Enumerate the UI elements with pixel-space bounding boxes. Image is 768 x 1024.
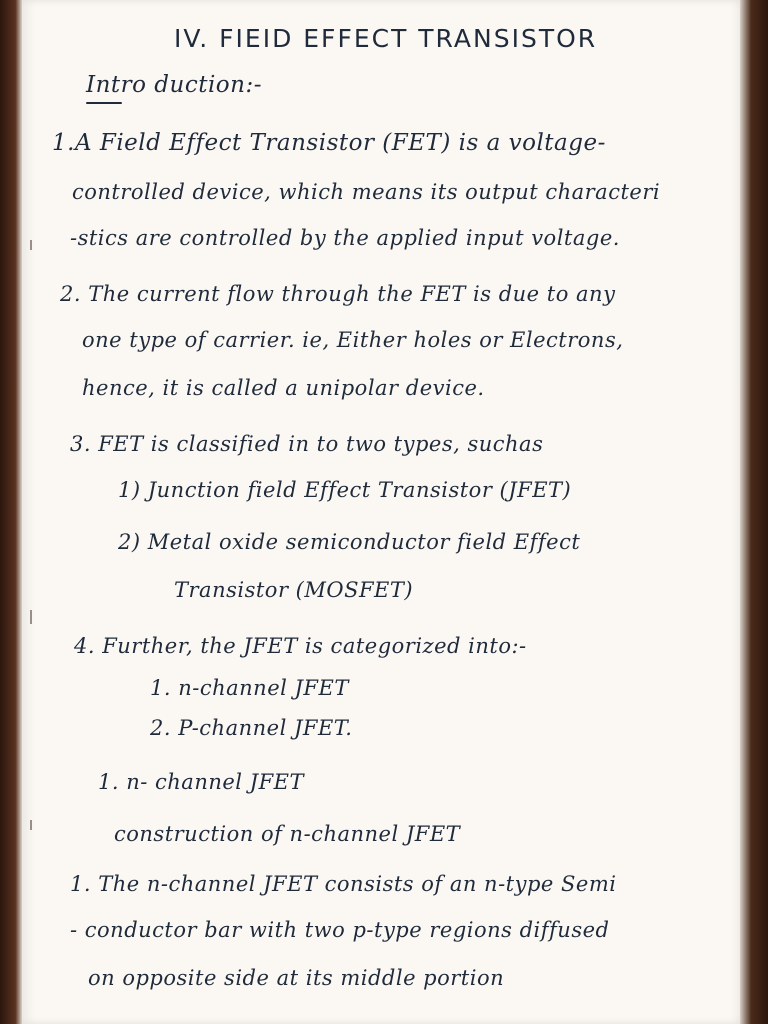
page-title: IV. FIEID EFFECT TRANSISTOR [174, 24, 598, 53]
text-line-11: 4. Further, the JFET is categorized into:- [74, 634, 527, 658]
desk-left-edge [0, 0, 22, 1024]
text-line-16: 1. The n-channel JFET consists of an n-type Semi [70, 872, 617, 896]
text-line-4: 2. The current flow through the FET is due to any [60, 282, 616, 306]
text-line-1: 1.A Field Effect Transistor (FET) is a voltage- [52, 130, 606, 156]
text-line-3: -stics are controlled by the applied input voltage. [70, 226, 620, 250]
text-line-6: hence, it is called a unipolar device. [82, 376, 485, 400]
margin-tick [30, 610, 32, 624]
margin-tick [30, 820, 32, 830]
text-line-7: 3. FET is classified in to two types, suchas [70, 432, 544, 456]
text-line-18: on opposite side at its middle portion [88, 966, 505, 990]
text-line-5: one type of carrier. ie, Either holes or Electrons, [82, 328, 624, 352]
text-line-2: controlled device, which means its output characteri [72, 180, 661, 204]
text-line-17: - conductor bar with two p-type regions diffused [70, 918, 610, 942]
margin-tick [30, 240, 32, 250]
text-line-12: 1. n-channel JFET [150, 676, 349, 700]
notebook-page [22, 0, 740, 1024]
subsection-heading: construction of n-channel JFET [114, 822, 461, 846]
intro-heading: Intro duction:- [86, 72, 262, 98]
desk-right-edge [740, 0, 768, 1024]
text-line-8: 1) Junction field Effect Transistor (JFET) [118, 478, 572, 502]
text-line-10: Transistor (MOSFET) [174, 578, 414, 602]
section-heading: 1. n- channel JFET [98, 770, 305, 794]
text-line-13: 2. P-channel JFET. [150, 716, 353, 740]
text-line-9: 2) Metal oxide semiconductor field Effect [118, 530, 581, 554]
intro-heading-underline [86, 102, 122, 104]
